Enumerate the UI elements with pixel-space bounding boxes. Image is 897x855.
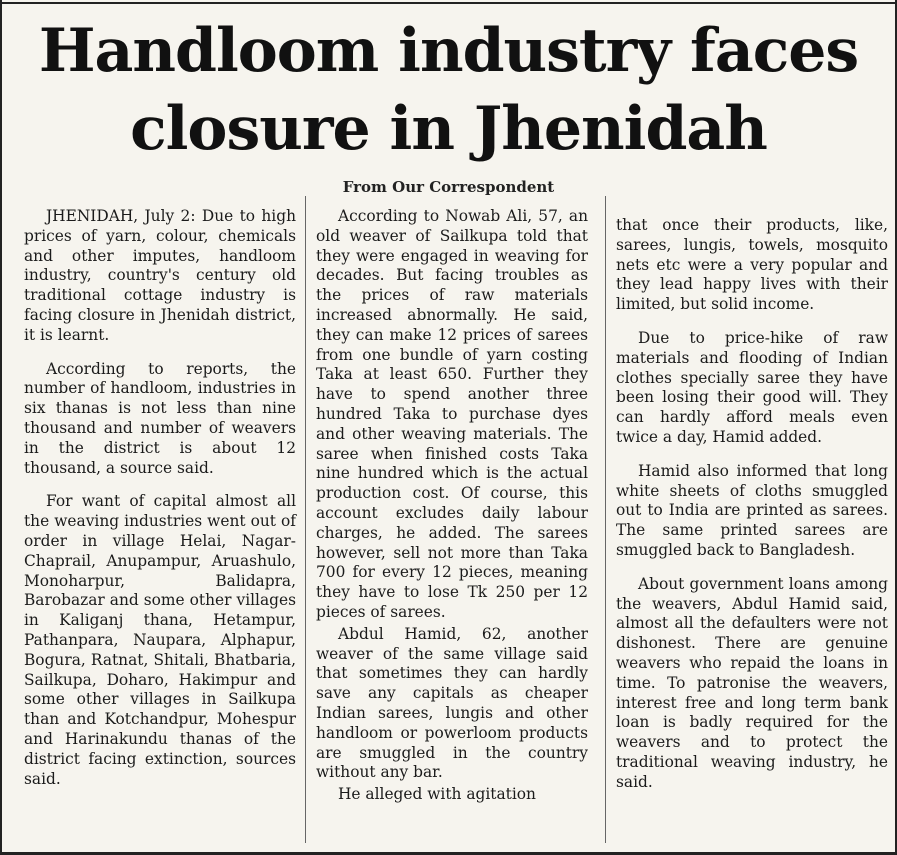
paragraph: JHENIDAH, July 2: Due to high prices of yarn, colour, chemicals and other imputes, handloom industry, country's century old traditional cottage industry is facing closure in Jhenidah district, it is learnt. xyxy=(24,207,296,344)
paragraph: Abdul Hamid, 62, another weaver of the same village said that sometimes they can hardly save any capitals as cheaper Indian sarees, lungis and other handloom or powerloom products are smuggled in the country without any bar. xyxy=(316,624,588,782)
column-divider xyxy=(305,196,306,843)
headline-line-2: closure in Jhenidah xyxy=(130,94,767,164)
paragraph: According to reports, the number of handloom, industries in six thanas is not less than nine thousand and number of weavers in the district is about 12 thousand, a source said. xyxy=(24,359,296,477)
paragraph: According to Nowab Ali, 57, an old weaver of Sailkupa told that they were engaged in weaving for decades. But facing troubles as the prices of raw materials increased abnormally. He said, they can make 12 prices of sarees from one bundle of yarn costing Taka at least 650. Further they have to spend another three hundred Taka to purchase dyes and other weaving materials. The saree when finished costs Taka nine hundred which is the actual production cost. Of course, this account excludes daily labour charges, he added. The sarees however, sell not more than Taka 700 for every 12 pieces, meaning they have to lose Tk 250 per 12 pieces of sarees. xyxy=(316,207,588,621)
article-column-1 xyxy=(24,207,296,803)
paragraph: Hamid also informed that long white sheets of cloths smuggled out to India are printed as sarees. The same printed sarees are smuggled back to Bangladesh. xyxy=(616,461,888,559)
article-column-2 xyxy=(316,207,588,807)
paragraph: For want of capital almost all the weaving industries went out of order in village Helai, Nagar-Chaprail, Anupampur, Aruashulo, Monoharpur, Balidapra, Barobazar and some other villages in Kaliganj thana, Hetampur, Pathanpara, Naupara, Alphapur, Bogura, Ratnat, Shitali, Bhatbaria, Sailkupa, Doharo, Hakimpur and some other villages in Sailkupa than and Kotchandpur, Mohespur and Harinakundu thanas of the district facing extinction, sources said. xyxy=(24,492,296,788)
headline xyxy=(2,12,895,168)
headline-line-1: Handloom industry faces xyxy=(38,16,859,86)
paragraph: He alleged with agitation xyxy=(338,785,536,804)
paragraph: that once their products, like, sarees, lungis, towels, mosquito nets etc were a very popular and they lead happy lives with their limited, but solid income. xyxy=(616,216,888,314)
paragraph: About government loans among the weavers, Abdul Hamid said, almost all the defaulters were not dishonest. There are genuine weavers who repaid the loans in time. To patronise the weavers, interest free and long term bank loan is badly required for the weavers and to protect the traditional weaving industry, he said. xyxy=(616,574,888,791)
article-column-3 xyxy=(616,216,888,807)
top-rule xyxy=(2,2,895,4)
column-divider xyxy=(605,196,606,843)
paragraph: Due to price-hike of raw materials and flooding of Indian clothes specially saree they have been losing their good will. They can hardly afford meals even twice a day, Hamid added. xyxy=(616,328,888,446)
byline: From Our Correspondent xyxy=(342,178,555,196)
